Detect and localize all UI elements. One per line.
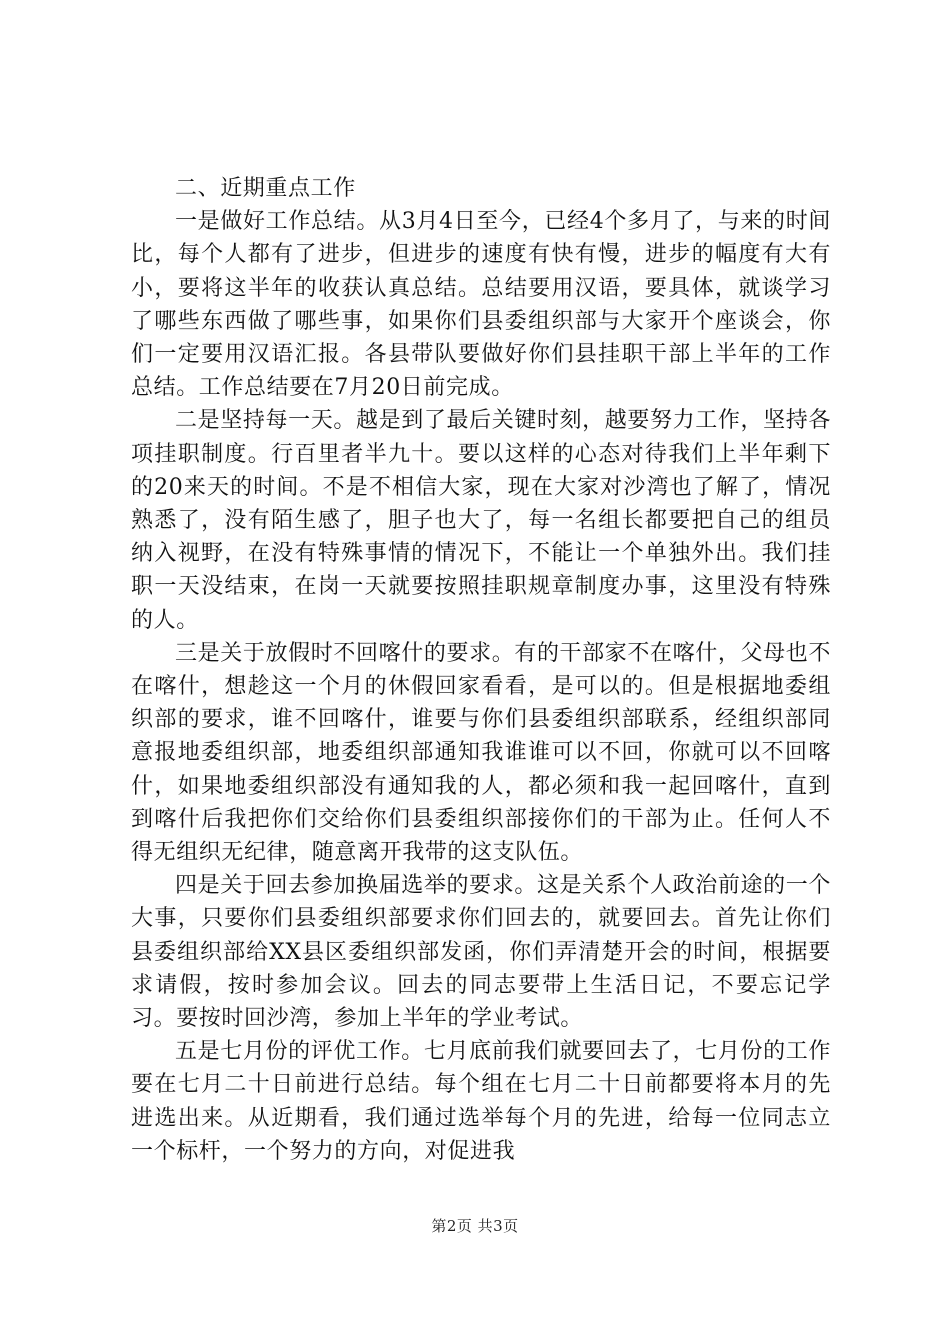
document-body — [131, 172, 831, 1168]
paragraph-election-return: 四是关于回去参加换届选举的要求。这是关系个人政治前途的一个大事，只要你们县委组织部要求你们回去的，就要回去。首先让你们县委组织部给XX县区委组织部发函，你们弄清楚开会的时间，根据要求请假，按时参加会议。回去的同志要带上生活日记，不要忘记学习。要按时回沙湾，参加上半年的学业考试。 — [131, 873, 831, 1032]
paragraph-july-evaluation: 五是七月份的评优工作。七月底前我们就要回去了，七月份的工作要在七月二十日前进行总结。每个组在七月二十日前都要将本月的先进选出来。从近期看，我们通过选举每个月的先进，给每一位同志立一个标杆，一个努力的方向，对促进我 — [131, 1039, 831, 1164]
paragraph-work-summary: 一是做好工作总结。从3月4日至今，已经4个多月了，与来的时间比，每个人都有了进步，但进步的速度有快有慢，进步的幅度有大有小，要将这半年的收获认真总结。总结要用汉语，要具体，就谈学习了哪些东西做了哪些事，如果你们县委组织部与大家开个座谈会，你们一定要用汉语汇报。各县带队要做好你们县挂职干部上半年的工作总结。工作总结要在7月20日前完成。 — [131, 209, 831, 401]
paragraph-holiday-return: 三是关于放假时不回喀什的要求。有的干部家不在喀什，父母也不在喀什，想趁这一个月的休假回家看看，是可以的。但是根据地委组织部的要求，谁不回喀什，谁要与你们县委组织部联系，经组织部同意报地委组织部，地委组织部通知我谁谁可以不回，你就可以不回喀什，如果地委组织部没有通知我的人，都必须和我一起回喀什，直到到喀什后我把你们交给你们县委组织部接你们的干部为止。任何人不得无组织无纪律，随意离开我带的这支队伍。 — [131, 640, 831, 866]
page-number-label: 第2页 共3页 — [431, 1217, 519, 1235]
page-footer — [0, 1216, 950, 1236]
section-heading: 二、近期重点工作 — [175, 176, 356, 201]
paragraph-persist-daily: 二是坚持每一天。越是到了最后关键时刻，越要努力工作，坚持各项挂职制度。行百里者半九十。要以这样的心态对待我们上半年剩下的20来天的时间。不是不相信大家，现在大家对沙湾也了解了，情况熟悉了，没有陌生感了，胆子也大了，每一名组长都要把自己的组员纳入视野，在没有特殊事情的情况下，不能让一个单独外出。我们挂职一天没结束，在岗一天就要按照挂职规章制度办事，这里没有特殊的人。 — [131, 408, 831, 633]
